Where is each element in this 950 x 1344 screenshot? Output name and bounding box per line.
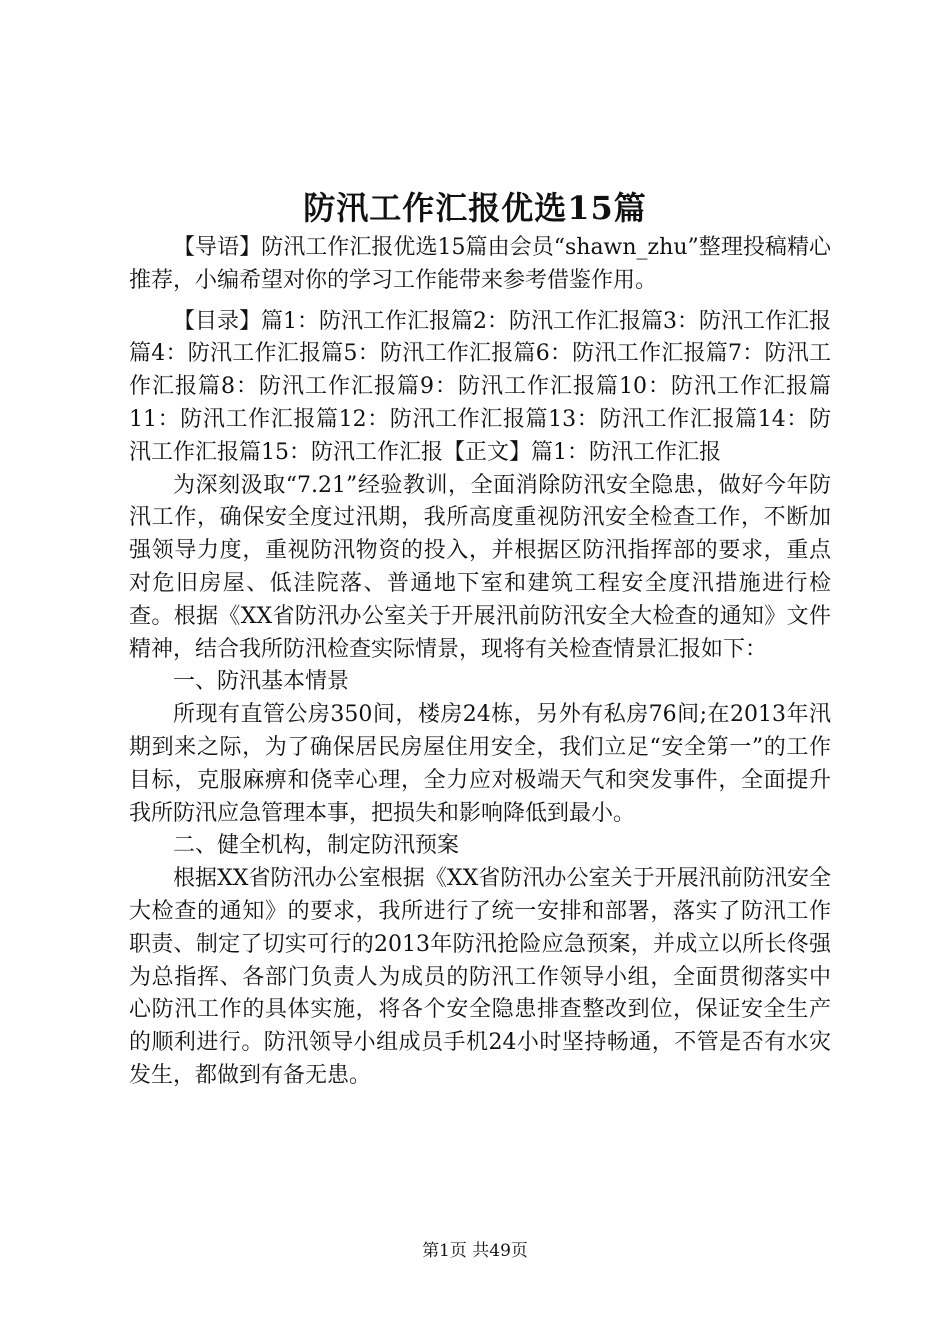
toc-paragraph: 【目录】篇1：防汛工作汇报篇2：防汛工作汇报篇3：防汛工作汇报篇4：防汛工作汇报篇5：防汛工作汇报篇6：防汛工作汇报篇7：防汛工作汇报篇8：防汛工作汇报篇9：防汛工作汇报篇10：防汛工作汇报篇11：防汛工作汇报篇12：防汛工作汇报篇13：防汛工作汇报篇14：防汛工作汇报篇15：防汛工作汇报【正文】篇1：防汛工作汇报 (129, 308, 831, 465)
document-title: 防汛工作汇报优选15篇 (303, 189, 647, 227)
page-number-footer: 第1页 共49页 (422, 1241, 528, 1261)
body-paragraph: 为深刻汲取“7.21”经验教训，全面消除防汛安全隐患，做好今年防汛工作，确保安全度过汛期，我所高度重视防汛安全检查工作，不断加强领导力度，重视防汛物资的投入，并根据区防汛指挥部的要求，重点对危旧房屋、低洼院落、普通地下室和建筑工程安全度汛措施进行检查。根据《XX省防汛办公室关于开展汛前防汛安全大检查的通知》文件精神，结合我所防汛检查实际情景，现将有关检查情景汇报如下： (129, 472, 831, 662)
section-heading: 二、健全机构，制定防汛预案 (173, 833, 460, 859)
body-paragraph: 根据XX省防汛办公室根据《XX省防汛办公室关于开展汛前防汛安全大检查的通知》的要求，我所进行了统一安排和部署，落实了防汛工作职责、制定了切实可行的2013年防汛抢险应急预案，并成立以所长佟强为总指挥、各部门负责人为成员的防汛工作领导小组，全面贯彻落实中心防汛工作的具体实施，将各个安全隐患排查整改到位，保证安全生产的顺利进行。防汛领导小组成员手机24小时坚持畅通，不管是否有水灾发生，都做到有备无患。 (129, 866, 831, 1088)
body-paragraph: 所现有直管公房350间，楼房24栋，另外有私房76间;在2013年汛期到来之际，为了确保居民房屋住用安全，我们立足“安全第一”的工作目标，克服麻痹和侥幸心理，全力应对极端天气和突发事件，全面提升我所防汛应急管理本事，把损失和影响降低到最小。 (129, 702, 831, 826)
intro-paragraph: 【导语】防汛工作汇报优选15篇由会员“shawn_zhu”整理投稿精心推荐，小编希望对你的学习工作能带来参考借鉴作用。 (129, 235, 831, 293)
document-body (129, 232, 831, 1093)
section-heading: 一、防汛基本情景 (173, 669, 350, 695)
